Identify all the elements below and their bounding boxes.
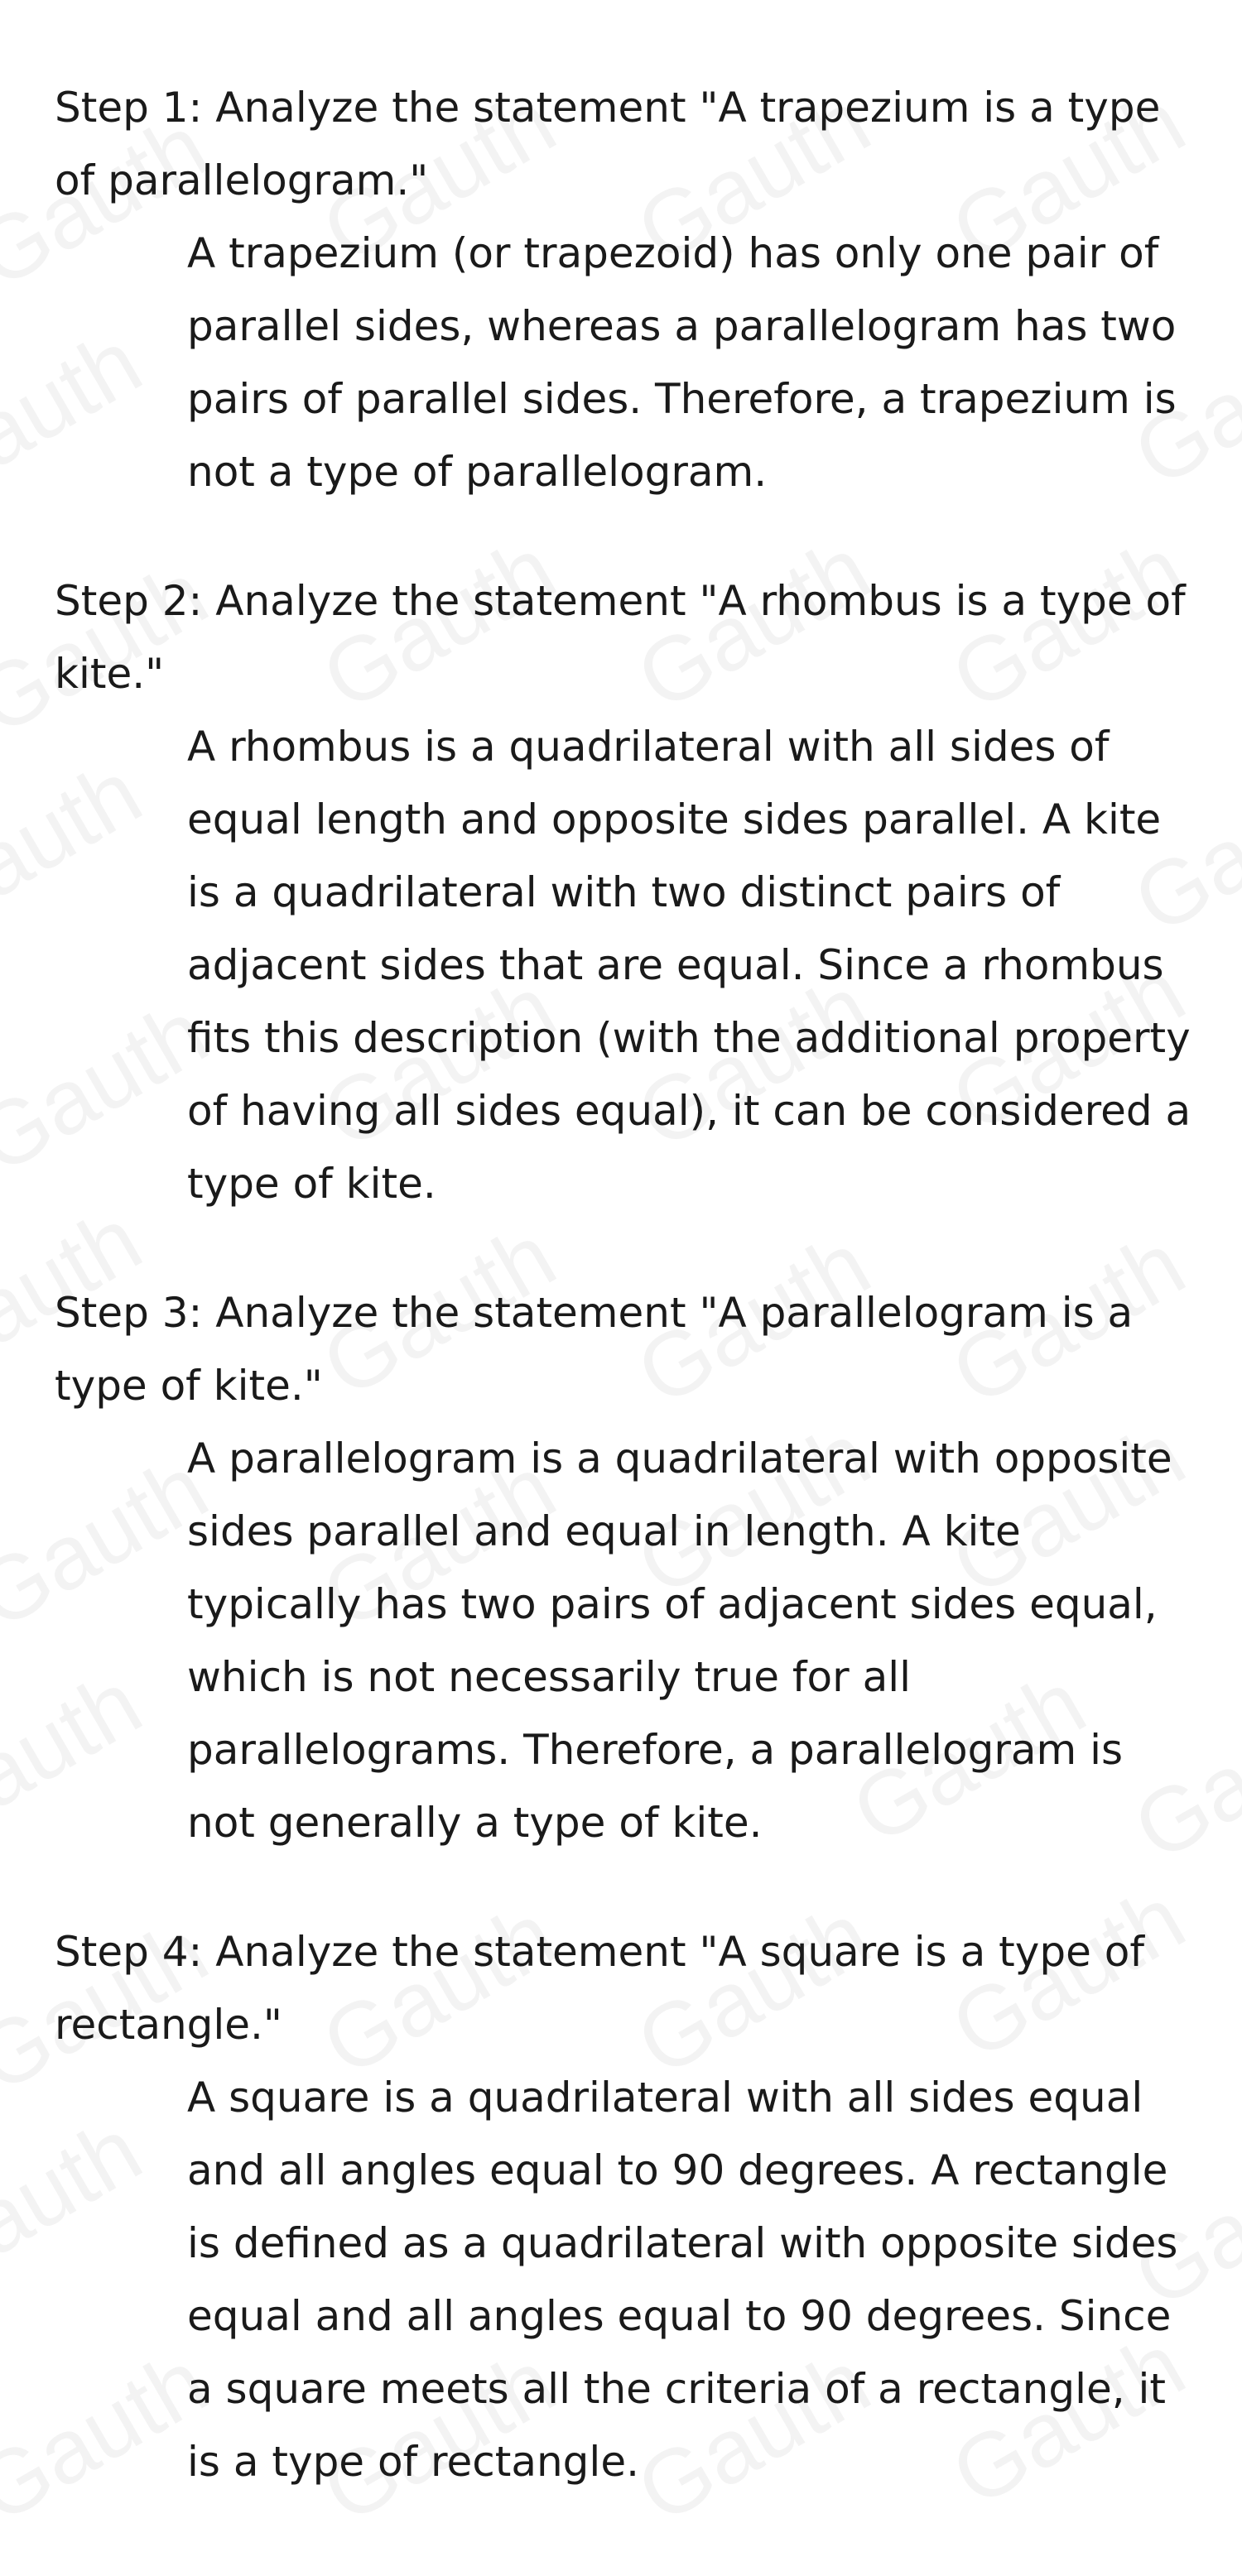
step-explanation: A rhombus is a quadrilateral with all sides of equal length and opposite sides parallel. A kite is a quadrilateral with two distinct pairs of adjacent sides that are equal. Since a rhombus fits this description (with the additional property of having all sides equal), it can be considered a type of kite.: [187, 723, 1191, 1208]
step-heading: Step 3: Analyze the statement "A parallelogram is a type of kite.": [55, 1289, 1134, 1410]
step-4: [55, 1915, 1192, 2498]
step-2: [55, 565, 1192, 1220]
step-explanation: A parallelogram is a quadrilateral with opposite sides parallel and equal in length. A kite typically has two pairs of adjacent sides equal, which is not necessarily true for all parallelograms. Therefore, a parallelogram is not generally a type of kite.: [187, 1435, 1172, 1847]
step-3: [55, 1276, 1192, 1859]
step-heading: Step 1: Analyze the statement "A trapezium is a type of parallelogram.": [55, 84, 1161, 204]
step-heading: Step 2: Analyze the statement "A rhombus is a type of kite.": [55, 577, 1186, 698]
step-explanation: A square is a quadrilateral with all sides equal and all angles equal to 90 degrees. A rectangle is defined as a quadrilateral with opposite sides equal and all angles equal to 90 degrees. Since a square meets all the criteria of a rectangle, it is a type of rectangle.: [187, 2074, 1178, 2486]
step-heading: Step 4: Analyze the statement "A square is a type of rectangle.": [55, 1928, 1144, 2049]
step-1: [55, 71, 1192, 508]
step-explanation: A trapezium (or trapezoid) has only one pair of parallel sides, whereas a parallelogram has two pairs of parallel sides. Therefore, a trapezium is not a type of parallelogram.: [187, 229, 1177, 496]
